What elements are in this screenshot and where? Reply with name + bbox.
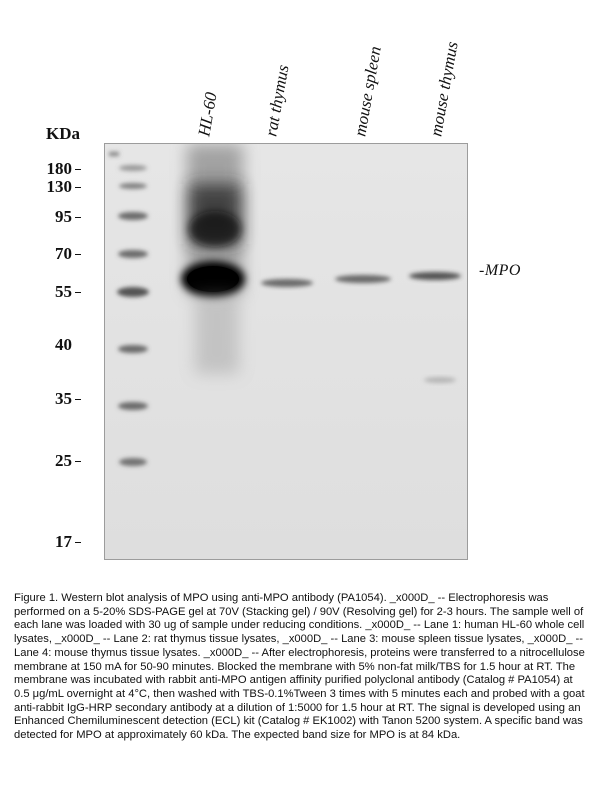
blot-graphic	[105, 144, 467, 559]
mw-marker-40: 40	[55, 335, 72, 354]
band-mouse-spleen	[335, 275, 391, 283]
mw-tick-95	[75, 217, 81, 218]
mw-marker-70: 70	[55, 244, 72, 263]
mw-marker-35: 35	[55, 389, 72, 408]
mw-marker-180: 180	[46, 159, 72, 178]
western-blot-image	[104, 143, 468, 560]
mw-marker-95: 95	[55, 207, 72, 226]
mw-tick-25	[75, 461, 81, 462]
mw-marker-55: 55	[55, 282, 72, 301]
mw-axis-title: KDa	[46, 124, 80, 143]
figure-caption: Figure 1. Western blot analysis of MPO using anti-MPO antibody (PA1054). _x000D_ -- Electrophoresis was performed on a 5-20% SDS-PAGE gel at 70V (Stacking gel) / 90V (Resolving gel) for 2-3 hours. The sample well of each lane was loaded with 30 ug of sample under reducing conditions. _x000D_ -- Lane 1: human HL-60 whole cell lysates, _x000D_ -- Lane 2: rat thymus tissue lysates, _x000D_ -- Lane 3: mouse spleen tissue lysates, _x000D_ -- Lane 4: mouse thymus tissue lysates. _x000D_ -- After electrophoresis, proteins were transferred to a nitrocellulose membrane at 150 mA for 50-90 minutes. Blocked the membrane with 5% non-fat milk/TBS for 1.5 hour at RT. The membrane was incubated with rabbit anti-MPO antigen affinity purified polyclonal antibody (Catalog # PA1054) at 0.5 μg/mL overnight at 4°C, then washed with TBS-0.1%Tween 3 times with 5 minutes each and probed with a goat anti-rabbit IgG-HRP secondary antibody at a dilution of 1:5000 for 1.5 hour at RT. The signal is developed using an Enhanced Chemiluminescent detection (ECL) kit (Catalog # EK1002) with Tanon 5200 system. A specific band was detected for MPO at approximately 60 kDa. The expected band size for MPO is at 84 kDa.	[14, 592, 585, 742]
mw-tick-35	[75, 399, 81, 400]
mw-tick-180	[75, 169, 81, 170]
band-mouse-thymus	[409, 272, 461, 280]
mpo-band-label: -MPO	[479, 262, 521, 279]
band-rat-thymus	[261, 279, 313, 287]
mw-marker-17: 17	[55, 532, 72, 551]
mw-tick-55	[75, 292, 81, 293]
mw-tick-17	[75, 542, 81, 543]
lane-label-rat-thymus: rat thymus	[261, 63, 293, 138]
lane-label-mouse-thymus: mouse thymus	[426, 40, 462, 138]
lane-label-mouse-spleen: mouse spleen	[350, 44, 385, 138]
mw-tick-70	[75, 254, 81, 255]
mw-marker-25: 25	[55, 451, 72, 470]
lane-label-hl60: HL-60	[194, 90, 221, 138]
mw-marker-130: 130	[46, 177, 72, 196]
mw-tick-130	[75, 187, 81, 188]
faint-band-mouse-thymus	[424, 377, 456, 383]
